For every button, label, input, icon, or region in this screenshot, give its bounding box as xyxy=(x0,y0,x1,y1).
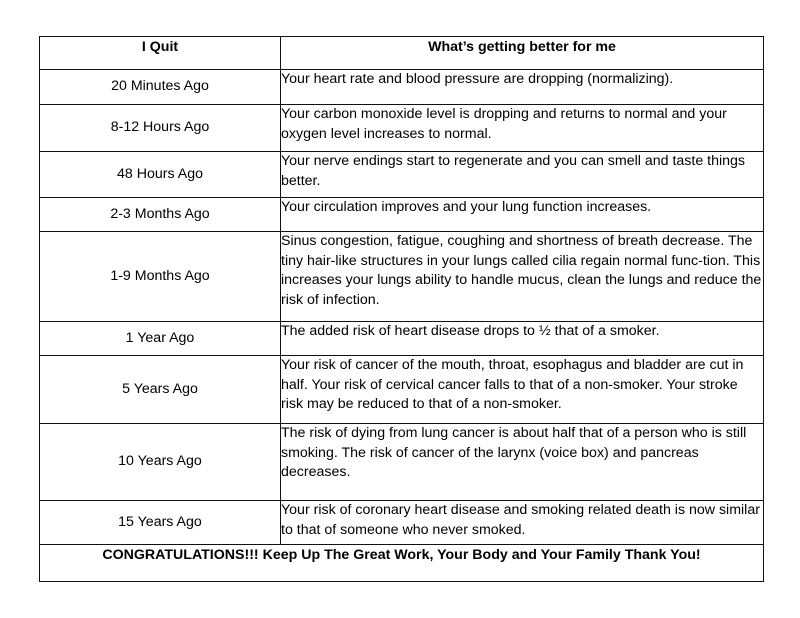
table-row xyxy=(40,152,764,198)
table-row xyxy=(40,356,764,424)
table-row xyxy=(40,232,764,322)
row-benefit: Your risk of coronary heart disease and smoking related death is now similar to that of someone who never smoked. xyxy=(281,501,764,545)
row-time: 1 Year Ago xyxy=(40,322,281,356)
row-benefit: Your circulation improves and your lung function increases. xyxy=(281,198,764,232)
row-time: 20 Minutes Ago xyxy=(40,70,281,105)
header-row xyxy=(40,37,764,70)
table-row xyxy=(40,424,764,501)
table-row xyxy=(40,501,764,545)
row-time: 5 Years Ago xyxy=(40,356,281,424)
table-row xyxy=(40,322,764,356)
row-benefit: Your nerve endings start to regenerate and you can smell and taste things better. xyxy=(281,152,764,198)
row-benefit: Sinus congestion, fatigue, coughing and shortness of breath decrease. The tiny hair-like structures in your lungs called cilia regain normal func-tion. This increases your lungs ability to handle mucus, clean the lungs and reduce the risk of infection. xyxy=(281,232,764,322)
row-benefit: The added risk of heart disease drops to ½ that of a smoker. xyxy=(281,322,764,356)
congratulations-message: CONGRATULATIONS!!! Keep Up The Great Work, Your Body and Your Family Thank You! xyxy=(40,545,764,582)
row-time: 8-12 Hours Ago xyxy=(40,105,281,152)
header-i-quit: I Quit xyxy=(40,37,281,70)
row-benefit: Your carbon monoxide level is dropping and returns to normal and your oxygen level increases to normal. xyxy=(281,105,764,152)
row-time: 48 Hours Ago xyxy=(40,152,281,198)
table-row xyxy=(40,198,764,232)
quit-benefits-table xyxy=(39,36,764,582)
row-time: 10 Years Ago xyxy=(40,424,281,501)
row-benefit: Your heart rate and blood pressure are dropping (normalizing). xyxy=(281,70,764,105)
row-benefit: Your risk of cancer of the mouth, throat, esophagus and bladder are cut in half. Your risk of cervical cancer falls to that of a non-smoker. Your stroke risk may be reduced to that of a non-smoker. xyxy=(281,356,764,424)
table-row xyxy=(40,105,764,152)
row-benefit: The risk of dying from lung cancer is about half that of a person who is still smoking. The risk of cancer of the larynx (voice box) and pancreas decreases. xyxy=(281,424,764,501)
table-row xyxy=(40,70,764,105)
header-getting-better: What’s getting better for me xyxy=(281,37,764,70)
row-time: 2-3 Months Ago xyxy=(40,198,281,232)
row-time: 1-9 Months Ago xyxy=(40,232,281,322)
footer-row xyxy=(40,545,764,582)
row-time: 15 Years Ago xyxy=(40,501,281,545)
